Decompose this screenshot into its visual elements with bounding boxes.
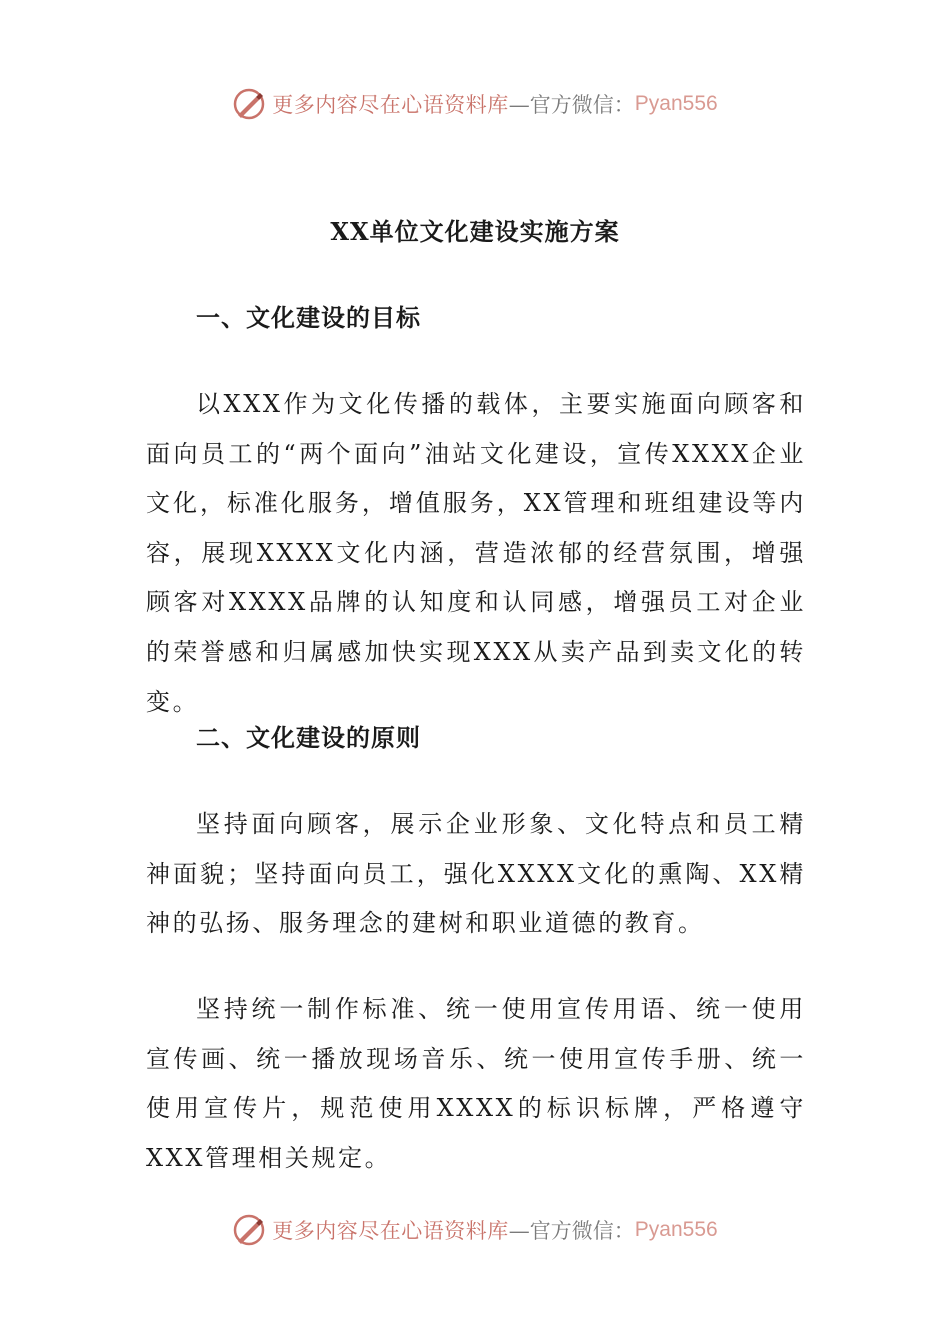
paragraph-principles-2: 坚持统一制作标准、统一使用宣传用语、统一使用宣传画、统一播放现场音乐、统一使用宣传手册、统一使用宣传片，规范使用XXXX的标识标牌，严格遵守XXX管理相关规定。: [146, 995, 806, 1172]
watermark-separator-text: —官方微信：: [508, 93, 635, 117]
watermark-wechat-id: Pyan556: [634, 92, 718, 115]
footer-watermark: [0, 1210, 950, 1250]
header-watermark: [0, 84, 950, 124]
watermark-separator-text: —官方微信：: [508, 1219, 635, 1243]
paragraph-goals: 以XXX作为文化传播的载体，主要实施面向顾客和面向员工的“两个面向”油站文化建设，宣传XXXX企业文化，标准化服务，增值服务，XX管理和班组建设等内容，展现XXXX文化内涵，营造浓郁的经营氛围，增强顾客对XXXX品牌的认知度和认同感，增强员工对企业的荣誉感和归属感加快实现XXX从卖产品到卖文化的转变。: [146, 390, 806, 716]
section-heading-principles: 二、文化建设的原则: [196, 723, 421, 752]
watermark-main-text: 更多内容尽在心语资料库: [272, 93, 509, 117]
section-heading-goals: 一、文化建设的目标: [196, 303, 421, 332]
watermark-main-text: 更多内容尽在心语资料库: [272, 1219, 509, 1243]
document-title: XX单位文化建设实施方案: [330, 217, 620, 246]
watermark-wechat-id: Pyan556: [634, 1218, 718, 1241]
pen-logo-icon: [232, 1213, 266, 1247]
pen-logo-icon: [232, 87, 266, 121]
paragraph-principles-1: 坚持面向顾客，展示企业形象、文化特点和员工精神面貌；坚持面向员工，强化XXXX文化的熏陶、XX精神的弘扬、服务理念的建树和职业道德的教育。: [146, 810, 806, 938]
